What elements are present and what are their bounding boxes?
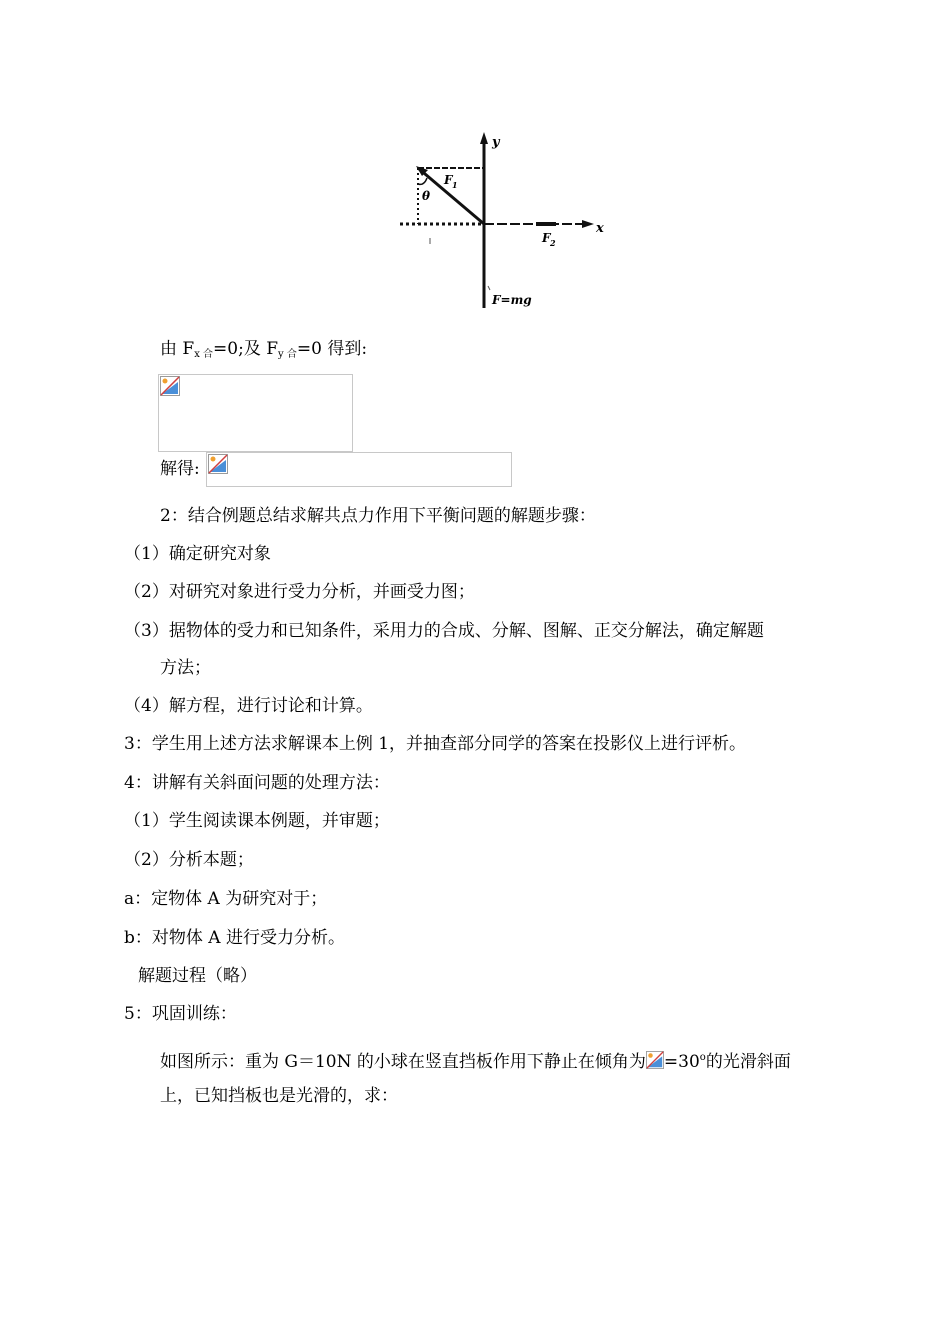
broken-image-icon xyxy=(160,376,180,396)
x-axis-arrow xyxy=(582,220,594,228)
step-item-1: （1）确定研究对象 xyxy=(124,544,271,564)
step-item-3-continued: 方法； xyxy=(160,658,211,678)
f1-label-sub: 1 xyxy=(452,180,458,190)
exercise-line-1: 如图所示：重为 G＝10N 的小球在竖直挡板作用下静止在倾角为 $=30^o$的光滑斜面 xyxy=(160,1052,791,1072)
f2-label-sub: 2 xyxy=(550,238,556,248)
slope-item-1: （1）学生阅读课本例题，并审题； xyxy=(124,811,390,831)
x-label: x xyxy=(596,221,604,236)
slope-item-2: （2）分析本题； xyxy=(124,850,254,870)
solution-line: 解得: xyxy=(160,459,200,479)
slope-item-a: a：定物体 A 为研究对于； xyxy=(124,889,328,909)
theta-arc xyxy=(418,178,427,184)
f1-label: F xyxy=(444,173,453,187)
f-mg-label: F=mg xyxy=(492,293,532,307)
y-label: y xyxy=(492,135,500,150)
step-2-heading: 2：结合例题总结求解共点力作用下平衡问题的解题步骤： xyxy=(160,506,596,526)
broken-image-icon xyxy=(208,454,228,474)
exercise-line-2: 上，已知挡板也是光滑的，求： xyxy=(160,1086,398,1106)
equation-image-placeholder xyxy=(158,374,353,452)
equilibrium-condition-line: 由 $F_{x 合}=0$;及 $F_{y 合}=0$ 得到: xyxy=(160,339,368,360)
solution-process: 解题过程（略） xyxy=(138,966,257,986)
broken-image-icon xyxy=(646,1050,664,1070)
theta-label: θ xyxy=(422,189,431,203)
f2-label: F xyxy=(542,231,551,245)
step-item-4: （4）解方程，进行讨论和计算。 xyxy=(124,696,373,716)
step-4-heading: 4：讲解有关斜面问题的处理方法： xyxy=(124,773,390,793)
force-diagram xyxy=(396,128,610,314)
y-axis-arrow xyxy=(480,132,488,144)
step-3-heading: 3：学生用上述方法求解课本上例 1，并抽查部分同学的答案在投影仪上进行评析。 xyxy=(124,734,747,754)
step-item-3: （3）据物体的受力和已知条件，采用力的合成、分解、图解、正交分解法，确定解题 xyxy=(124,621,764,641)
slope-item-b: b：对物体 A 进行受力分析。 xyxy=(124,928,345,948)
step-5-heading: 5：巩固训练： xyxy=(124,1004,237,1024)
solution-image-placeholder xyxy=(206,452,512,487)
step-item-2: （2）对研究对象进行受力分析，并画受力图； xyxy=(124,582,475,602)
